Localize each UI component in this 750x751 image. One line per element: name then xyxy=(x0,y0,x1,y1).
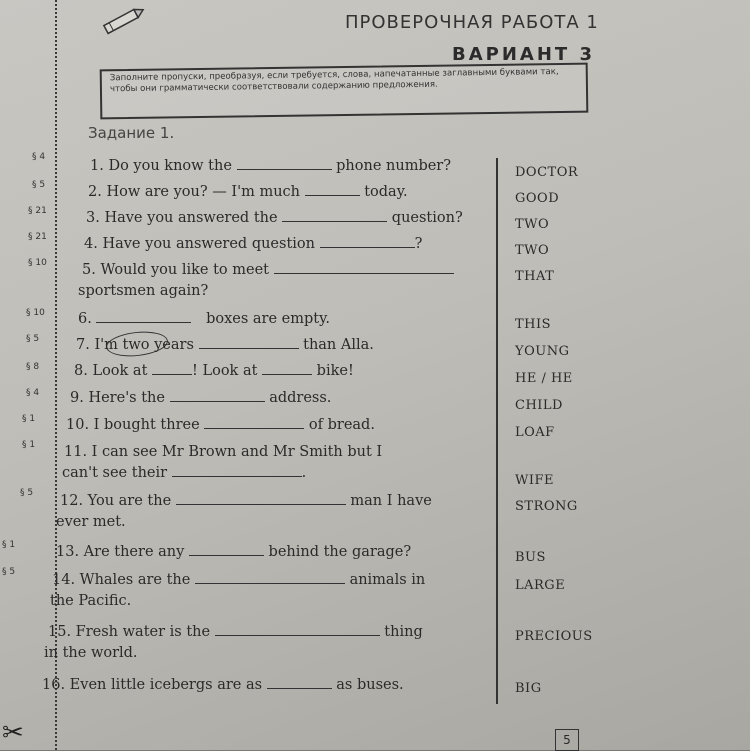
answer-blank[interactable] xyxy=(237,157,332,170)
question-5-continued: sportsmen again? xyxy=(78,283,209,299)
answer-blank[interactable] xyxy=(189,543,264,556)
margin-ref: § 1 xyxy=(22,440,36,450)
word-prompt: HE / HE xyxy=(515,371,573,386)
question-14: 14. Whales are the animals in xyxy=(52,572,426,588)
instructions-box: Заполните пропуски, преобразуя, если требуется, слова, напечатанные заглавными буквами так, чтобы они грамматически соответствовали содержанию предложения. xyxy=(100,63,589,120)
margin-ref: § 4 xyxy=(32,152,46,162)
margin-ref: § 5 xyxy=(26,334,40,344)
answer-blank[interactable] xyxy=(267,676,332,689)
answer-column-divider xyxy=(496,158,498,704)
answer-blank[interactable] xyxy=(204,416,304,429)
margin-ref: § 4 xyxy=(26,388,40,398)
word-prompt: THAT xyxy=(515,269,555,284)
question-16: 16. Even little icebergs are as as buses. xyxy=(42,677,404,693)
page-number: 5 xyxy=(555,729,579,751)
word-prompt: STRONG xyxy=(515,499,578,514)
answer-blank[interactable] xyxy=(195,571,345,584)
margin-ref: § 5 xyxy=(32,180,46,190)
word-prompt: DOCTOR xyxy=(515,165,579,180)
question-11: 11. I can see Mr Brown and Mr Smith but I xyxy=(64,444,383,460)
margin-ref: § 21 xyxy=(28,206,47,216)
question-1: 1. Do you know the phone number? xyxy=(90,158,452,174)
word-prompt: LOAF xyxy=(515,425,555,440)
answer-blank[interactable] xyxy=(176,492,346,505)
scissors-icon: ✂ xyxy=(2,718,24,748)
word-prompt: THIS xyxy=(515,317,552,332)
answer-blank[interactable] xyxy=(215,623,380,636)
word-prompt: BUS xyxy=(515,550,546,565)
page-title: ПРОВЕРОЧНАЯ РАБОТА 1 xyxy=(345,12,599,33)
question-9: 9. Here's the address. xyxy=(70,390,332,406)
answer-blank[interactable] xyxy=(274,261,454,274)
answer-blank[interactable] xyxy=(152,362,192,375)
question-15: 15. Fresh water is the thing xyxy=(48,624,423,640)
margin-ref: § 8 xyxy=(26,362,40,372)
answer-blank[interactable] xyxy=(199,336,299,349)
margin-ref: § 10 xyxy=(28,258,47,268)
answer-blank[interactable] xyxy=(170,389,265,402)
task-title: Задание 1. xyxy=(88,124,175,142)
answer-blank[interactable] xyxy=(305,183,360,196)
margin-ref: § 1 xyxy=(22,414,36,424)
word-prompt: BIG xyxy=(515,681,542,696)
word-prompt: PRECIOUS xyxy=(515,629,593,644)
question-4: 4. Have you answered question ? xyxy=(84,236,423,252)
question-12-continued: ever met. xyxy=(56,514,126,530)
margin-ref: § 1 xyxy=(2,540,16,550)
word-prompt: TWO xyxy=(515,243,550,258)
question-7: 7. I'm two years than Alla. xyxy=(76,337,374,353)
word-prompt: GOOD xyxy=(515,191,560,206)
word-prompt: TWO xyxy=(515,217,550,232)
word-prompt: WIFE xyxy=(515,473,555,488)
question-13: 13. Are there any behind the garage? xyxy=(56,544,412,560)
pencil-icon xyxy=(98,6,148,36)
question-5: 5. Would you like to meet xyxy=(82,261,454,278)
question-8: 8. Look at ! Look at bike! xyxy=(74,363,354,379)
question-10: 10. I bought three of bread. xyxy=(66,417,375,433)
variant-title: ВАРИАНТ 3 xyxy=(452,44,595,65)
word-prompt: YOUNG xyxy=(515,344,570,359)
word-prompt: CHILD xyxy=(515,398,563,413)
answer-blank[interactable] xyxy=(320,235,415,248)
margin-ref: § 10 xyxy=(26,308,45,318)
answer-blank[interactable] xyxy=(172,464,302,477)
question-14-continued: the Pacific. xyxy=(50,593,132,609)
answer-blank[interactable] xyxy=(282,209,387,222)
question-11-continued: can't see their . xyxy=(62,465,307,481)
question-15-continued: in the world. xyxy=(44,645,138,661)
question-2: 2. How are you? — I'm much today. xyxy=(88,184,408,200)
margin-ref: § 5 xyxy=(20,488,34,498)
word-prompt: LARGE xyxy=(515,578,566,593)
question-6: 6. boxes are empty. xyxy=(78,311,330,327)
margin-ref: § 5 xyxy=(2,567,16,577)
margin-ref: § 21 xyxy=(28,232,47,242)
question-12: 12. You are the man I have xyxy=(60,493,432,509)
answer-blank[interactable] xyxy=(262,362,312,375)
answer-blank[interactable] xyxy=(96,310,191,323)
question-3: 3. Have you answered the question? xyxy=(86,210,463,226)
